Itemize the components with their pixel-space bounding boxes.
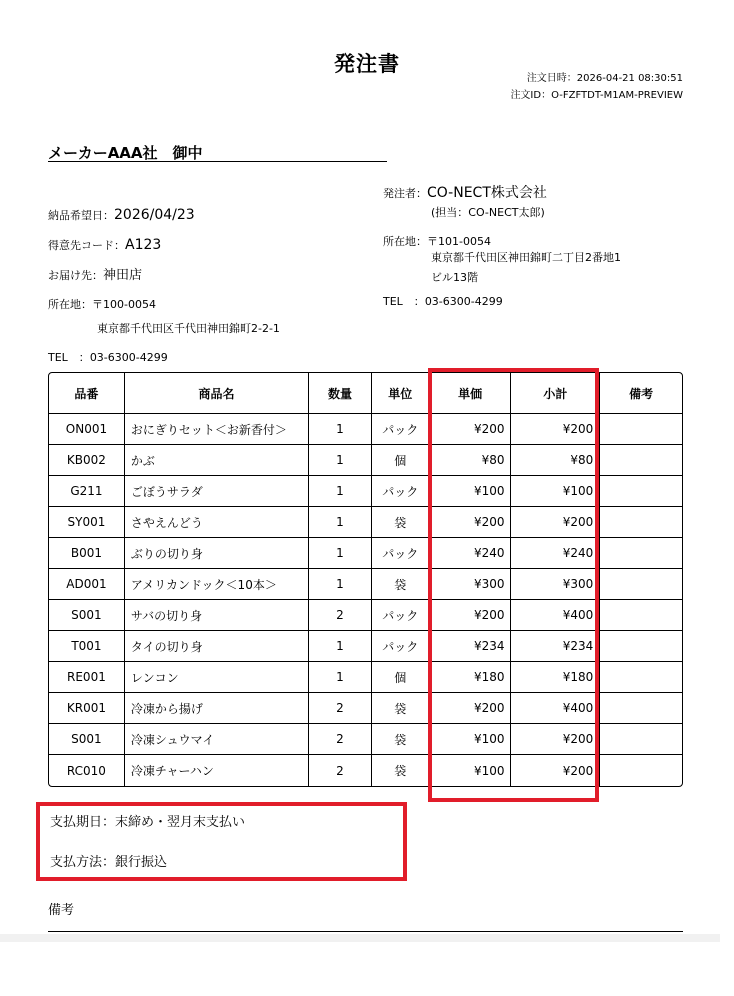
customer-tel: 03-6300-4299 bbox=[89, 351, 168, 364]
item-name: 冷凍から揚げ bbox=[125, 693, 309, 724]
recipient-underline bbox=[48, 161, 387, 162]
item-subtotal: ¥200 bbox=[511, 414, 600, 445]
item-name: ぶりの切り身 bbox=[125, 538, 309, 569]
payment-method-value: 銀行振込 bbox=[115, 855, 168, 870]
item-name: かぶ bbox=[125, 445, 309, 476]
ship-to-label: お届け先： bbox=[48, 269, 103, 282]
customer-code-label: 得意先コード： bbox=[48, 239, 125, 252]
item-qty: 2 bbox=[309, 755, 372, 786]
sender-address-label: 所在地： bbox=[383, 235, 427, 248]
customer-address-label: 所在地： bbox=[48, 298, 92, 311]
item-qty: 1 bbox=[309, 445, 372, 476]
item-price: ¥100 bbox=[430, 724, 512, 755]
item-price: ¥100 bbox=[430, 476, 512, 507]
item-qty: 1 bbox=[309, 507, 372, 538]
item-code: SY001 bbox=[49, 507, 125, 538]
item-name: サバの切り身 bbox=[125, 600, 309, 631]
item-price: ¥200 bbox=[430, 507, 512, 538]
item-unit: 個 bbox=[372, 445, 430, 476]
item-price: ¥234 bbox=[430, 631, 512, 662]
sender-tel-row bbox=[383, 290, 503, 309]
item-price: ¥240 bbox=[430, 538, 512, 569]
item-subtotal: ¥300 bbox=[511, 569, 600, 600]
sender-address-row bbox=[383, 230, 491, 249]
item-note bbox=[600, 445, 682, 476]
payment-highlight bbox=[36, 802, 407, 881]
header-subtotal: 小計 bbox=[511, 373, 600, 414]
item-subtotal: ¥80 bbox=[511, 445, 600, 476]
item-unit: パック bbox=[372, 414, 430, 445]
header-name: 商品名 bbox=[125, 373, 309, 414]
sender-contact: (担当：CO-NECT太郎) bbox=[431, 206, 545, 219]
item-subtotal: ¥200 bbox=[511, 755, 600, 786]
order-id: 注文ID：O-FZFTDT-M1AM-PREVIEW bbox=[510, 90, 683, 101]
item-subtotal: ¥400 bbox=[511, 600, 600, 631]
item-price: ¥180 bbox=[430, 662, 512, 693]
delivery-date-value: 2026/04/23 bbox=[114, 207, 195, 223]
header-qty: 数量 bbox=[309, 373, 372, 414]
item-price: ¥200 bbox=[430, 600, 512, 631]
item-qty: 1 bbox=[309, 631, 372, 662]
item-price: ¥100 bbox=[430, 755, 512, 786]
item-code: KB002 bbox=[49, 445, 125, 476]
item-unit: 個 bbox=[372, 662, 430, 693]
item-note bbox=[600, 507, 682, 538]
item-name: さやえんどう bbox=[125, 507, 309, 538]
item-name: タイの切り身 bbox=[125, 631, 309, 662]
item-note bbox=[600, 693, 682, 724]
item-code: ON001 bbox=[49, 414, 125, 445]
remarks-label: 備考 bbox=[48, 903, 75, 918]
item-code: T001 bbox=[49, 631, 125, 662]
customer-address: 東京都千代田区千代田神田錦町2-2-1 bbox=[97, 322, 280, 335]
item-note bbox=[600, 724, 682, 755]
item-name: 冷凍シュウマイ bbox=[125, 724, 309, 755]
item-price: ¥200 bbox=[430, 414, 512, 445]
item-code: B001 bbox=[49, 538, 125, 569]
item-name: ごぼうサラダ bbox=[125, 476, 309, 507]
item-qty: 2 bbox=[309, 724, 372, 755]
item-unit: 袋 bbox=[372, 569, 430, 600]
item-unit: パック bbox=[372, 631, 430, 662]
item-qty: 1 bbox=[309, 414, 372, 445]
item-note bbox=[600, 600, 682, 631]
item-name: 冷凍チャーハン bbox=[125, 755, 309, 786]
item-code: S001 bbox=[49, 724, 125, 755]
item-note bbox=[600, 414, 682, 445]
sender-address-1: 東京都千代田区神田錦町二丁目2番地1 bbox=[431, 251, 621, 264]
item-note bbox=[600, 538, 682, 569]
item-qty: 1 bbox=[309, 662, 372, 693]
customer-code-row bbox=[48, 234, 161, 253]
payment-due-label: 支払期日： bbox=[50, 815, 116, 830]
item-price: ¥80 bbox=[430, 445, 512, 476]
item-name: アメリカンドック＜10本＞ bbox=[125, 569, 309, 600]
item-price: ¥200 bbox=[430, 693, 512, 724]
header-price: 単価 bbox=[430, 373, 512, 414]
item-price: ¥300 bbox=[430, 569, 512, 600]
item-code: KR001 bbox=[49, 693, 125, 724]
item-note bbox=[600, 569, 682, 600]
ship-to-row bbox=[48, 264, 142, 283]
recipient-name: メーカーAAA社 御中 bbox=[48, 144, 203, 162]
page-bottom-band bbox=[0, 934, 720, 942]
item-code: RC010 bbox=[49, 755, 125, 786]
item-name: レンコン bbox=[125, 662, 309, 693]
document-title: 発注書 bbox=[334, 52, 400, 76]
sender-company: CO-NECT株式会社 bbox=[427, 185, 547, 201]
customer-address-row bbox=[48, 293, 156, 312]
item-subtotal: ¥240 bbox=[511, 538, 600, 569]
item-note bbox=[600, 631, 682, 662]
payment-method-label: 支払方法： bbox=[50, 855, 116, 870]
sender-row bbox=[383, 182, 547, 202]
item-subtotal: ¥200 bbox=[511, 507, 600, 538]
item-unit: 袋 bbox=[372, 507, 430, 538]
item-unit: パック bbox=[372, 476, 430, 507]
sender-tel-label: TEL ： bbox=[383, 295, 425, 308]
item-qty: 1 bbox=[309, 538, 372, 569]
item-code: S001 bbox=[49, 600, 125, 631]
item-unit: パック bbox=[372, 600, 430, 631]
item-qty: 1 bbox=[309, 476, 372, 507]
item-name: おにぎりセット＜お新香付＞ bbox=[125, 414, 309, 445]
item-note bbox=[600, 662, 682, 693]
delivery-date-label: 納品希望日： bbox=[48, 209, 114, 222]
item-qty: 2 bbox=[309, 693, 372, 724]
item-unit: 袋 bbox=[372, 693, 430, 724]
ship-to-value: 神田店 bbox=[103, 268, 143, 283]
customer-code-value: A123 bbox=[125, 237, 162, 253]
item-subtotal: ¥234 bbox=[511, 631, 600, 662]
item-unit: パック bbox=[372, 538, 430, 569]
item-subtotal: ¥200 bbox=[511, 724, 600, 755]
sender-postal: 〒101-0054 bbox=[427, 235, 491, 248]
item-qty: 1 bbox=[309, 569, 372, 600]
order-datetime: 注文日時：2026-04-21 08:30:51 bbox=[526, 73, 683, 84]
sender-label: 発注者： bbox=[383, 187, 427, 200]
sender-address-2: ビル13階 bbox=[431, 271, 478, 284]
item-note bbox=[600, 476, 682, 507]
item-subtotal: ¥400 bbox=[511, 693, 600, 724]
sender-tel: 03-6300-4299 bbox=[424, 295, 503, 308]
item-note bbox=[600, 755, 682, 786]
header-note: 備考 bbox=[600, 373, 682, 414]
item-qty: 2 bbox=[309, 600, 372, 631]
item-unit: 袋 bbox=[372, 724, 430, 755]
payment-due-value: 末締め・翌月末支払い bbox=[115, 815, 246, 830]
delivery-date-row bbox=[48, 204, 195, 223]
customer-tel-label: TEL ： bbox=[48, 351, 90, 364]
price-columns-highlight bbox=[428, 368, 599, 802]
customer-postal: 〒100-0054 bbox=[92, 298, 156, 311]
item-subtotal: ¥100 bbox=[511, 476, 600, 507]
header-code: 品番 bbox=[49, 373, 125, 414]
header-unit: 単位 bbox=[372, 373, 430, 414]
item-code: G211 bbox=[49, 476, 125, 507]
item-code: RE001 bbox=[49, 662, 125, 693]
item-code: AD001 bbox=[49, 569, 125, 600]
item-subtotal: ¥180 bbox=[511, 662, 600, 693]
item-unit: 袋 bbox=[372, 755, 430, 786]
customer-tel-row bbox=[48, 346, 168, 365]
remarks-line bbox=[48, 931, 683, 932]
